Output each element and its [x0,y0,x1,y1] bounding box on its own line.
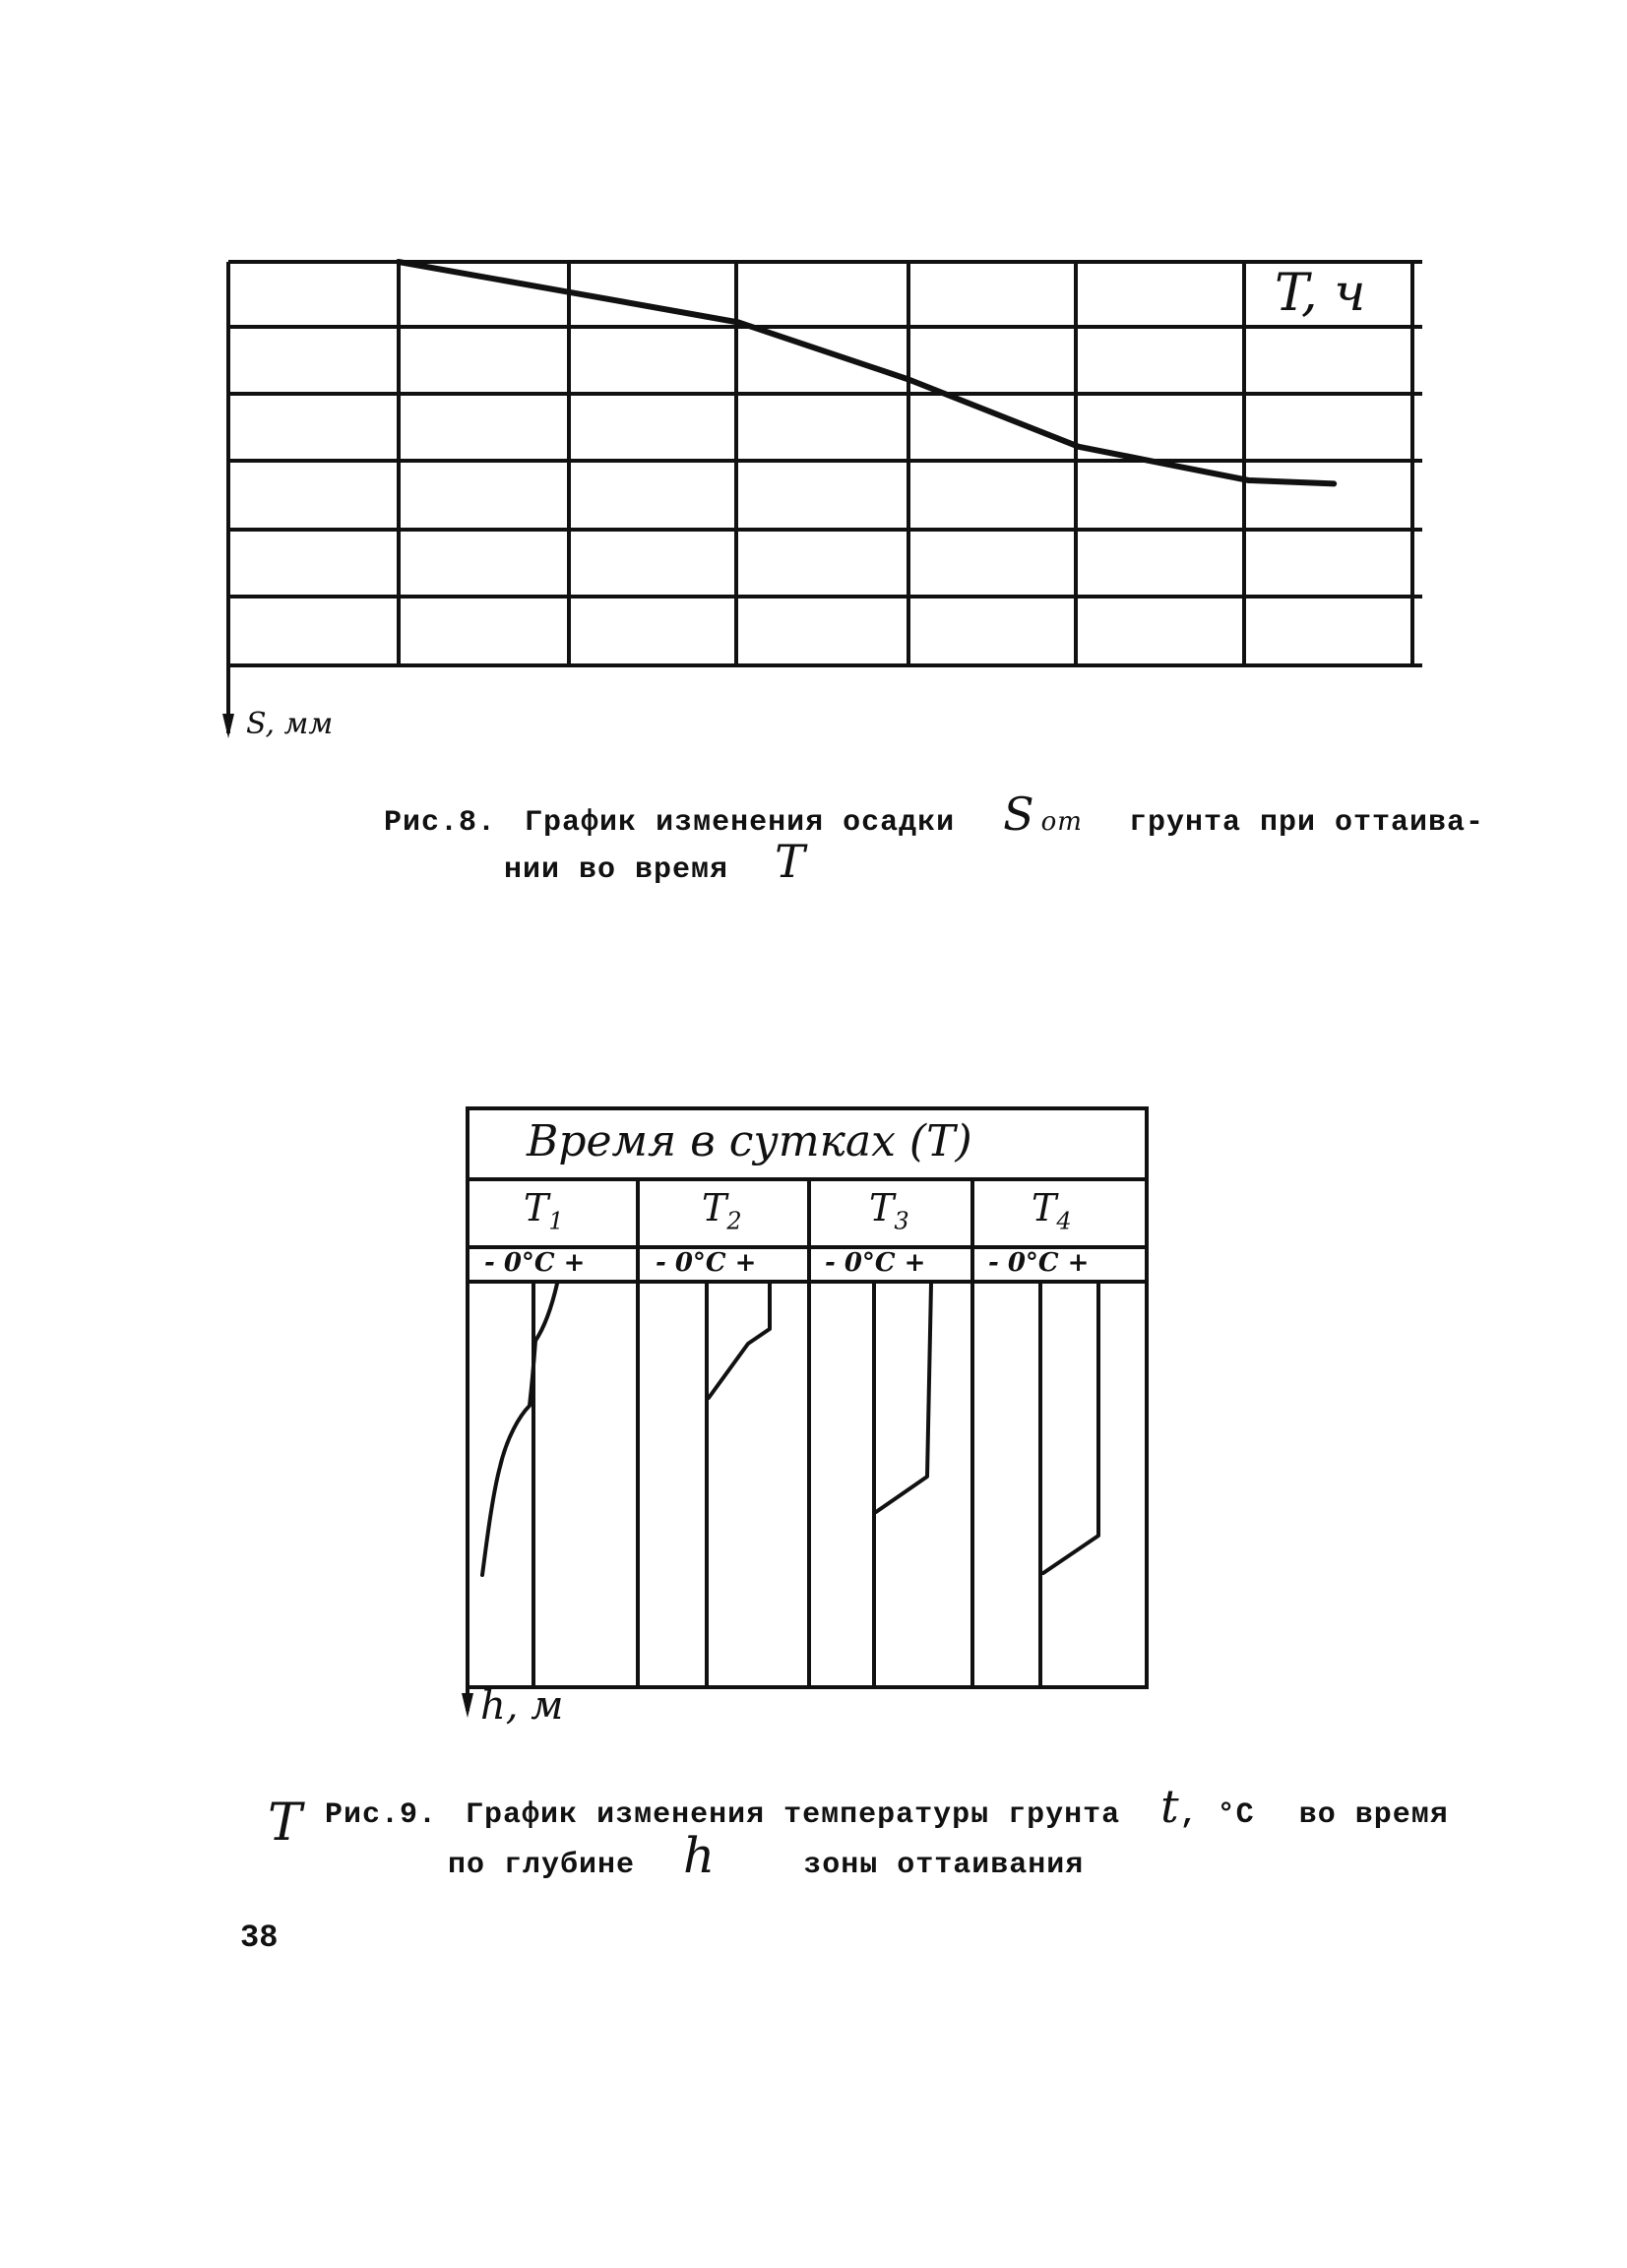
page-number: 38 [240,1920,279,1956]
temperature-profile-t3 [876,1284,931,1512]
column-label-t3-letter: T [869,1186,895,1229]
figure-8-caption-text-a: График изменения осадки [525,806,956,840]
figure-8-caption-prefix: Рис.8. [384,806,497,840]
column-label-t4-sub: 4 [1056,1207,1072,1235]
figure-8-caption-text-b: грунта при оттаива- [1128,806,1485,840]
figure-9-caption-text-a: График изменения температуры грунта [466,1798,1121,1832]
temperature-profile-t1 [482,1284,557,1575]
column-label-t2-letter: T [702,1186,727,1229]
figure-9-y-axis-arrow [462,1693,473,1718]
figure-9-caption-line-2 [448,1827,1084,1884]
column-label-t1-letter: T [524,1186,549,1229]
figure-9-caption-text-d: зоны оттаивания [803,1849,1085,1882]
figure-9-caption-prefix: Рис.9. [325,1798,438,1832]
column-label-t2-sub: 2 [726,1207,742,1235]
figure-8-corner-label: T, ч [1275,264,1366,323]
temperature-scale-t4: - 0°C + [988,1248,1090,1278]
column-label-t1-sub: 1 [548,1207,564,1235]
temperature-scale-t1: - 0°C + [484,1248,586,1278]
figure-9-caption-unit: , °C [1179,1798,1255,1832]
column-label-t1 [524,1186,564,1235]
column-label-t4 [1032,1186,1072,1235]
column-label-t2 [702,1186,742,1235]
figure-8-caption-symbol-sub: от [1040,807,1083,837]
temperature-profile-t4 [1043,1284,1098,1573]
figure-8-caption-symbol-s: S [1003,788,1035,841]
figure-8-y-axis-label: S, мм [246,707,334,741]
figure-9-caption-symbol-t: t [1160,1780,1180,1833]
column-label-t3 [869,1186,909,1235]
figure-9-caption [325,1780,1449,1833]
temperature-profile-t2 [709,1284,770,1398]
figure-9-caption-margin-symbol: T [268,1794,302,1853]
figure-8-caption-symbol-t: T [775,835,806,888]
figure-9-caption-text-b: во время [1298,1798,1449,1832]
column-label-t3-sub: 3 [894,1207,909,1235]
temperature-scale-t2: - 0°C + [656,1248,757,1278]
temperature-scale-t3: - 0°C + [825,1248,926,1278]
figure-9-header: Время в сутках (Т) [527,1116,972,1166]
figure-9-caption-symbol-h: h [683,1827,717,1884]
column-label-t4-letter: T [1032,1186,1057,1229]
figure-8-caption-text-c: нии во время [504,853,729,887]
figure-9-y-axis-label: h, м [480,1683,564,1729]
figure-9-caption-text-c: по глубине [448,1849,636,1882]
